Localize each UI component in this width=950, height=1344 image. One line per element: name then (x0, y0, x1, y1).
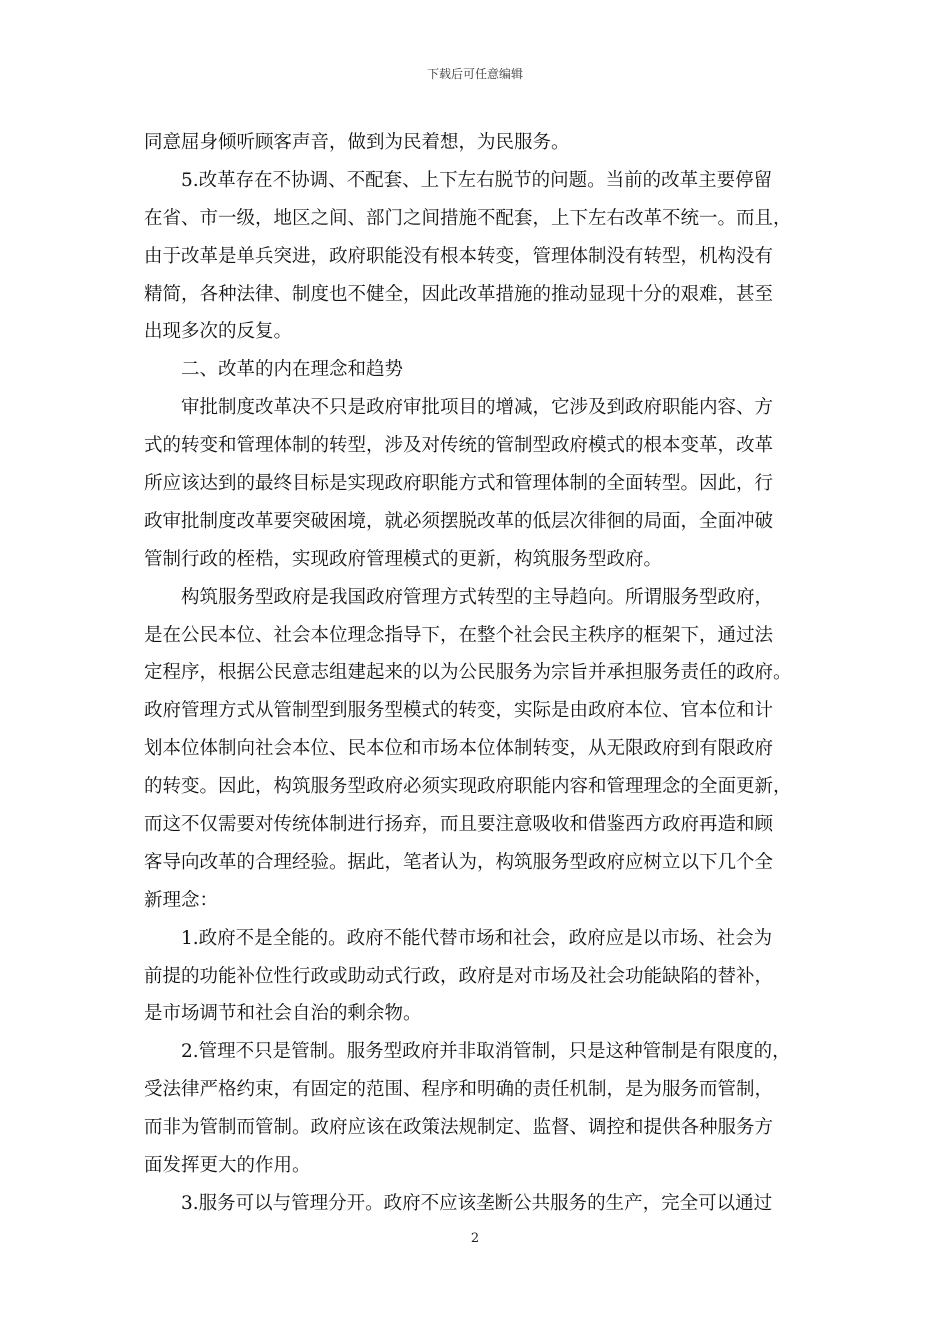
text-line: 而这不仅需要对传统体制进行扬弃，而且要注意吸收和借鉴西方政府再造和顾 (144, 814, 774, 836)
text-line: 同意屈身倾听顾客声音，做到为民着想，为民服务。 (144, 132, 570, 153)
text-line: 精简，各种法律、制度也不健全，因此改革措施的推动显现十分的艰难，甚至 (144, 283, 774, 305)
text-line: 2.管理不只是管制。服务型政府并非取消管制，只是这种管制是有限度的， (181, 1041, 791, 1063)
body-text (144, 124, 808, 1223)
text-line: 构筑服务型政府是我国政府管理方式转型的主导趋向。所谓服务型政府， (181, 586, 774, 608)
section-heading: 二、改革的内在理念和趋势 (181, 359, 404, 381)
text-line: 审批制度改革决不只是政府审批项目的增减，它涉及到政府职能内容、方 (181, 397, 774, 419)
text-line: 1.政府不是全能的。政府不能代替市场和社会，政府应是以市场、社会为 (181, 927, 773, 949)
text-line: 是市场调节和社会自治的剩余物。 (144, 1003, 422, 1025)
text-line: 3.服务可以与管理分开。政府不应该垄断公共服务的生产，完全可以通过 (181, 1192, 773, 1214)
text-line: 受法律严格约束，有固定的范围、程序和明确的责任机制，是为服务而管制， (144, 1079, 774, 1101)
text-line: 客导向改革的合理经验。据此，笔者认为，构筑服务型政府应树立以下几个全 (144, 851, 774, 873)
text-line: 划本位体制向社会本位、民本位和市场本位体制转变，从无限政府到有限政府 (144, 738, 774, 760)
text-line: 政府管理方式从管制型到服务型模式的转变，实际是由政府本位、官本位和计 (144, 700, 774, 722)
text-line: 的转变。因此，构筑服务型政府必须实现政府职能内容和管理理念的全面更新， (144, 776, 792, 798)
text-line: 由于改革是单兵突进，政府职能没有根本转变，管理体制没有转型，机构没有 (144, 245, 774, 267)
text-line: 政审批制度改革要突破困境，就必须摆脱改革的低层次徘徊的局面，全面冲破 (144, 510, 774, 532)
page-number: 2 (470, 1231, 480, 1246)
text-line: 定程序，根据公民意志组建起来的以为公民服务为宗旨并承担服务责任的政府。 (144, 662, 792, 684)
text-line: 而非为管制而管制。政府应该在政策法规制定、监督、调控和提供各种服务方 (144, 1117, 774, 1139)
text-line: 式的转变和管理体制的转型，涉及对传统的管制型政府模式的根本变革，改革 (144, 435, 774, 457)
page-header: 下载后可任意编辑 (426, 67, 523, 81)
text-line: 管制行政的桎梏，实现政府管理模式的更新，构筑服务型政府。 (144, 548, 663, 570)
text-line: 5.改革存在不协调、不配套、上下左右脱节的问题。当前的改革主要停留 (181, 169, 773, 191)
text-line: 是在公民本位、社会本位理念指导下，在整个社会民主秩序的框架下，通过法 (144, 624, 774, 646)
text-line: 出现多次的反复。 (144, 321, 293, 343)
text-line: 新理念： (144, 889, 219, 911)
text-line: 前提的功能补位性行政或助动式行政，政府是对市场及社会功能缺陷的替补， (144, 965, 774, 987)
text-line: 在省、市一级，地区之间、部门之间措施不配套，上下左右改革不统一。而且， (144, 207, 792, 229)
text-line: 面发挥更大的作用。 (144, 1155, 311, 1177)
text-line: 所应该达到的最终目标是实现政府职能方式和管理体制的全面转型。因此，行 (144, 473, 774, 495)
